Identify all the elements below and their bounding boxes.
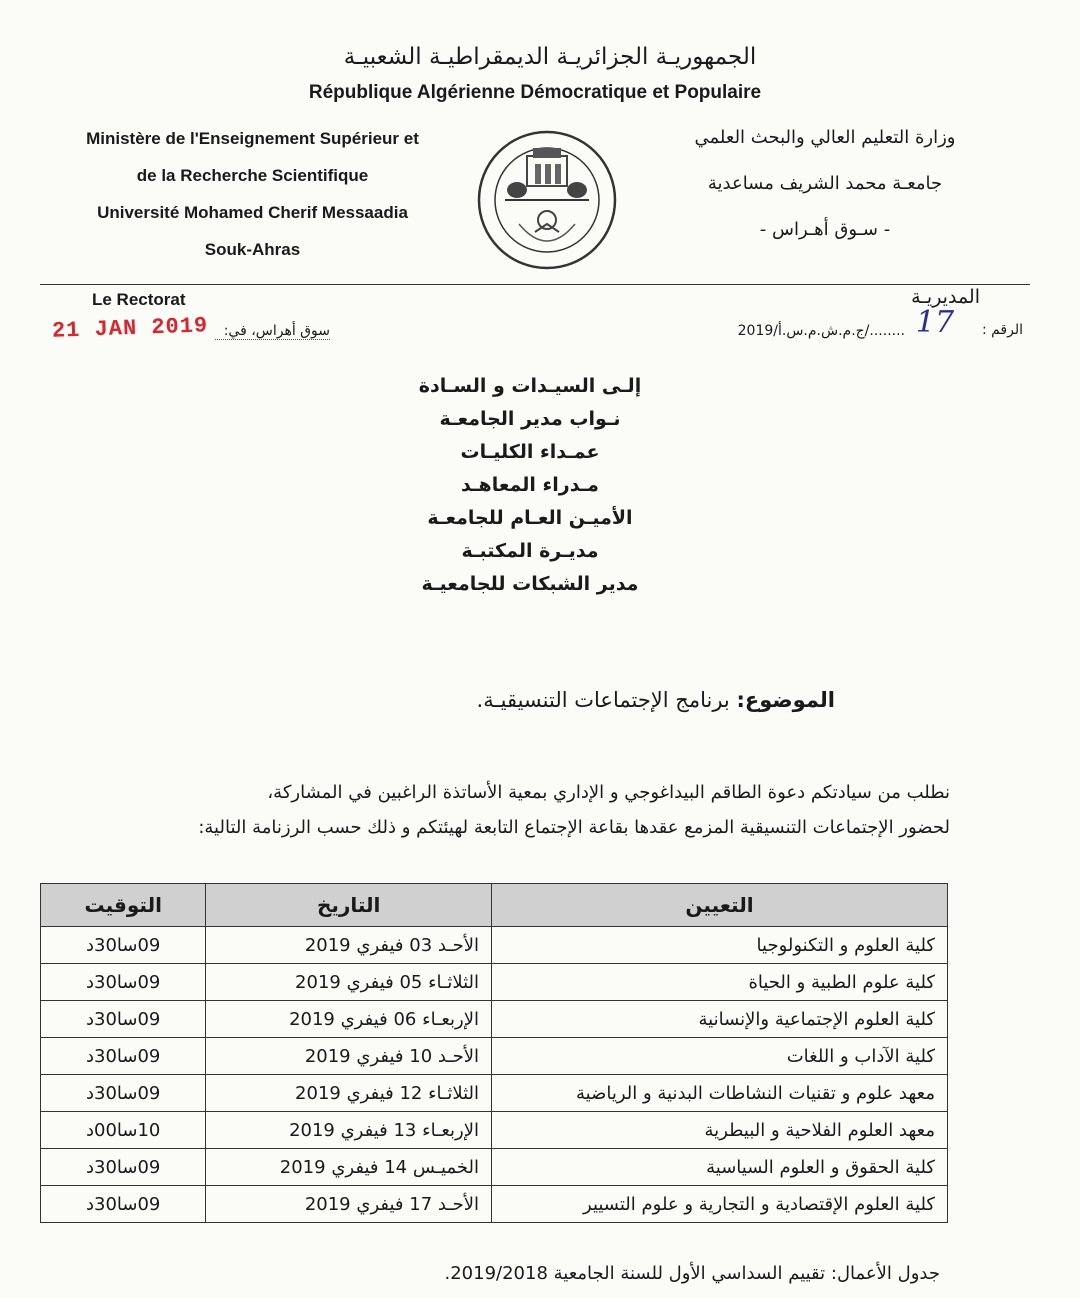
entity-cell: كلية العلوم الإقتصادية و التجارية و علوم التسيير [492, 1186, 948, 1223]
ministry-line-2: de la Recherche Scientifique [136, 166, 369, 185]
ministry-line-ar: وزارة التعليم العالي والبحث العلمي [694, 127, 956, 148]
time-cell: 09سا30د [41, 1149, 206, 1186]
header-separator [40, 284, 1030, 285]
city-name-fr: Souk-Ahras [204, 240, 301, 259]
entity-cell: كلية علوم الطبية و الحياة [492, 964, 948, 1001]
entity-cell: كلية الحقوق و العلوم السياسية [492, 1149, 948, 1186]
date-cell: الإربعـاء 13 فيفري 2019 [206, 1112, 492, 1149]
reference-number-handwritten: 17 [915, 305, 955, 340]
column-header-time: التوقيت [41, 884, 206, 927]
table-row [41, 927, 948, 964]
table-row [41, 1149, 948, 1186]
time-cell: 09سا30د [41, 1001, 206, 1038]
subject-line [360, 688, 835, 712]
date-cell: الثلاثـاء 12 فيفري 2019 [206, 1075, 492, 1112]
recipient-line: مـدراء المعاهـد [461, 474, 599, 496]
date-cell: الأحـد 03 فيفري 2019 [206, 927, 492, 964]
body-paragraph [60, 775, 950, 845]
recipient-line: عمـداء الكليـات [460, 441, 600, 463]
recipient-line: مدير الشبكات للجامعيـة [421, 573, 639, 595]
institution-arabic-block [660, 115, 990, 253]
date-cell: الأحـد 10 فيفري 2019 [206, 1038, 492, 1075]
date-cell: الثلاثـاء 05 فيفري 2019 [206, 964, 492, 1001]
university-name-fr: Université Mohamed Cherif Messaadia [97, 203, 408, 222]
date-stamp: 21 JAN 2019 [51, 313, 209, 344]
time-cell: 10سا00د [41, 1112, 206, 1149]
table-row [41, 1186, 948, 1223]
table-header-row [41, 884, 948, 927]
republic-title-french: République Algérienne Démocratique et Populaire [308, 82, 762, 103]
recipient-line: إلـى السيـدات و السـادة [418, 375, 642, 397]
agenda-line: جدول الأعمال: تقييم السداسي الأول للسنة الجامعية 2019/2018. [444, 1263, 940, 1284]
table-row [41, 1001, 948, 1038]
entity-cell: كلية الآداب و اللغات [492, 1038, 948, 1075]
time-cell: 09سا30د [41, 1075, 206, 1112]
column-header-date: التاريخ [206, 884, 492, 927]
recipients-list [300, 370, 760, 601]
ministry-line-1: Ministère de l'Enseignement Supérieur et [86, 129, 419, 148]
university-seal-logo [475, 128, 620, 273]
date-cell: الإربعـاء 06 فيفري 2019 [206, 1001, 492, 1038]
direction-label: المديريـة [911, 286, 980, 308]
subject-label: الموضوع: [736, 688, 835, 712]
table-row [41, 964, 948, 1001]
time-cell: 09سا30د [41, 1038, 206, 1075]
table-row [41, 1038, 948, 1075]
entity-cell: كلية العلوم و التكنولوجيا [492, 927, 948, 964]
reference-label: الرقم : [981, 322, 1023, 338]
republic-title-arabic: الجمهوريـة الجزائريـة الديمقراطيـة الشعبيـة [343, 44, 757, 70]
subject-text: برنامج الإجتماعات التنسيقيـة. [476, 688, 730, 712]
entity-cell: معهد علوم و تقنيات النشاطات البدنية و الرياضية [492, 1075, 948, 1112]
column-header-entity: التعيين [492, 884, 948, 927]
meeting-schedule-table [40, 883, 948, 1223]
university-name-ar: جامعـة محمد الشريف مساعدية [707, 173, 943, 194]
time-cell: 09سا30د [41, 927, 206, 964]
recipient-line: مديـرة المكتبـة [461, 540, 599, 562]
time-cell: 09سا30د [41, 964, 206, 1001]
body-line-1: نطلب من سيادتكم دعوة الطاقم البيداغوجي و الإداري بمعية الأساتذة الراغبين في المشاركة، [267, 782, 950, 803]
recipient-line: نـواب مدير الجامعـة [439, 408, 621, 430]
institution-french-block [55, 120, 450, 268]
recipient-line: الأميـن العـام للجامعـة [427, 507, 633, 529]
body-line-2: لحضور الإجتماعات التنسيقية المزمع عقدها بقاعة الإجتماع التابعة لهيئتكم و ذلك حسب الرزنامة التالية: [198, 817, 950, 838]
city-name-ar: - سـوق أهـراس - [759, 219, 891, 240]
date-cell: الخميـس 14 فيفري 2019 [206, 1149, 492, 1186]
table-row [41, 1112, 948, 1149]
time-cell: 09سا30د [41, 1186, 206, 1223]
entity-cell: كلية العلوم الإجتماعية والإنسانية [492, 1001, 948, 1038]
rectorat-label: Le Rectorat [92, 290, 186, 309]
reference-code: ......../ج.م.ش.م.س.أ/2019 [737, 323, 905, 339]
entity-cell: معهد العلوم الفلاحية و البيطرية [492, 1112, 948, 1149]
table-row [41, 1075, 948, 1112]
place-date-label: سوق أهراس، في: [215, 323, 330, 340]
date-cell: الأحـد 17 فيفري 2019 [206, 1186, 492, 1223]
